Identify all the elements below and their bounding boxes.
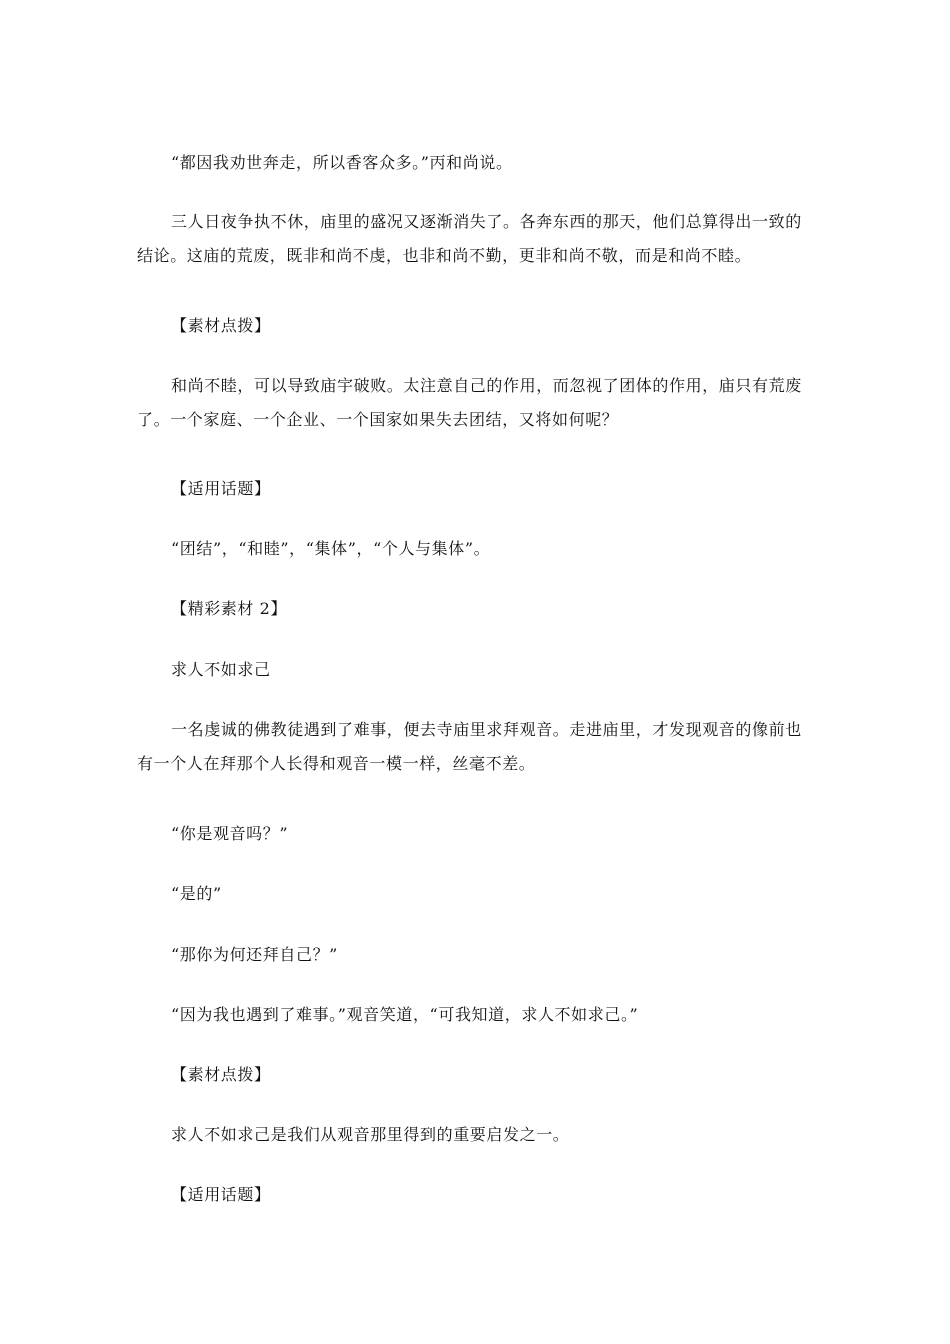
paragraph: 求人不如求己是我们从观音那里得到的重要启发之一。 — [171, 1125, 570, 1144]
story-title: 求人不如求己 — [171, 660, 271, 679]
paragraph: “团结”，“和睦”，“集体”，“个人与集体”。 — [171, 539, 491, 558]
section-heading: 【适用话题】 — [171, 479, 271, 498]
dialogue-line: “那你为何还拜自己？” — [171, 945, 338, 964]
dialogue-line: “因为我也遇到了难事。”观音笑道，“可我知道，求人不如求己。” — [171, 1005, 639, 1024]
section-heading: 【素材点拨】 — [171, 316, 271, 335]
paragraph: 三人日夜争执不休，庙里的盛况又逐渐消失了。各奔东西的那天，他们总算得出一致的结论。这庙的荒废，既非和尚不虔，也非和尚不勤，更非和尚不敬，而是和尚不睦。 — [137, 212, 802, 265]
dialogue-line: “你是观音吗？” — [171, 824, 289, 843]
section-heading: 【精彩素材 2】 — [171, 599, 288, 618]
section-heading: 【素材点拨】 — [171, 1065, 271, 1084]
dialogue-line: “是的” — [171, 884, 222, 903]
paragraph: 一名虔诚的佛教徒遇到了难事，便去寺庙里求拜观音。走进庙里，才发现观音的像前也有一个人在拜那个人长得和观音一模一样，丝毫不差。 — [137, 720, 802, 773]
section-heading: 【适用话题】 — [171, 1185, 271, 1204]
paragraph: 和尚不睦，可以导致庙宇破败。太注意自己的作用，而忽视了团体的作用，庙只有荒废了。一个家庭、一个企业、一个国家如果失去团结，又将如何呢？ — [137, 376, 802, 429]
paragraph: “都因我劝世奔走，所以香客众多。”丙和尚说。 — [171, 153, 513, 172]
